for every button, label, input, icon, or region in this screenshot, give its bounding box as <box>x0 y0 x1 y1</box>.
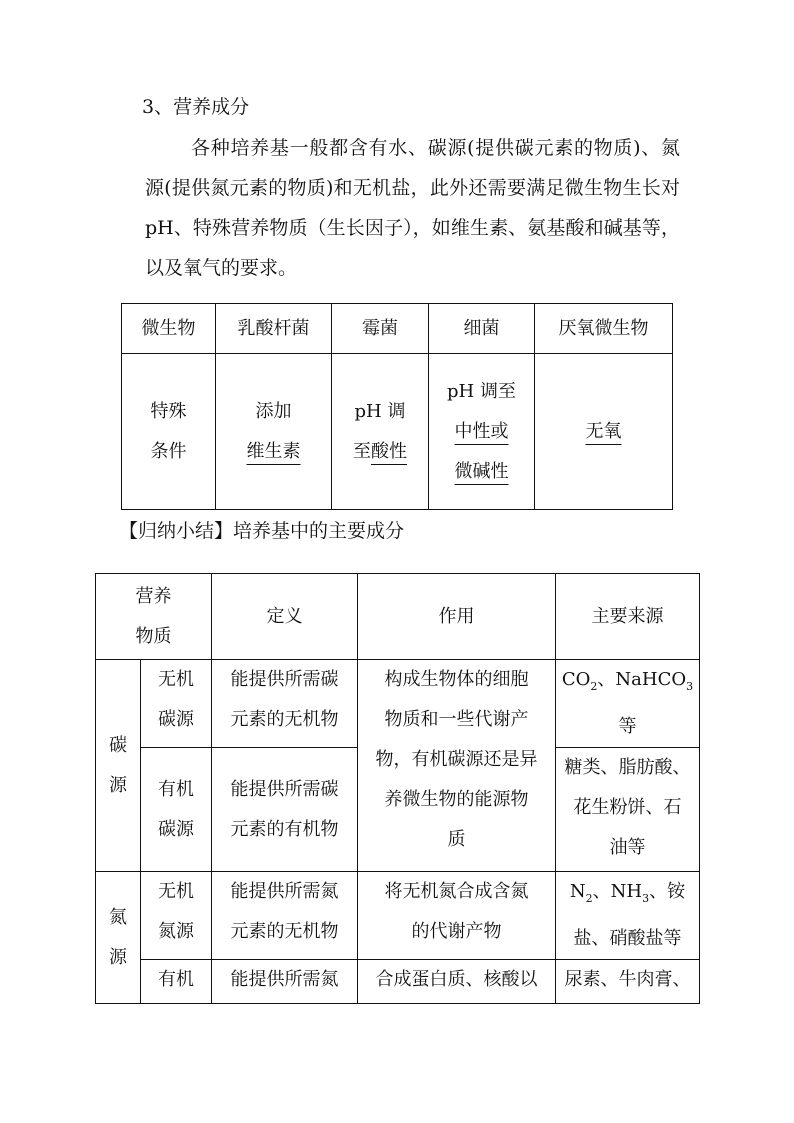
row-label-cell: 特殊 条件 <box>122 354 216 510</box>
function-cell: 合成蛋白质、核酸以 <box>358 960 556 1004</box>
lactobacillus-cell: 添加 维生素 <box>216 354 332 510</box>
definition-cell: 能提供所需碳 元素的有机物 <box>212 748 358 872</box>
source-cell: 尿素、牛肉膏、 <box>556 960 700 1004</box>
function-cell: 构成生物体的细胞 物质和一些代谢产 物，有机碳源还是异 养微生物的能源物 质 <box>358 660 556 872</box>
nutrient-table <box>95 573 700 1004</box>
source-cell: $N_2$、$NH_3$、铵 盐、硝酸盐等 <box>556 872 700 960</box>
table-row <box>96 574 700 660</box>
anaerobe-cell: 无氧 <box>535 354 673 510</box>
definition-cell: 能提供所需氮 元素的无机物 <box>212 872 358 960</box>
table-row <box>96 960 700 1004</box>
header-cell: 营养 物质 <box>96 574 212 660</box>
section-heading: 3、营养成分 <box>142 96 250 118</box>
name-cell: 有机 碳源 <box>141 748 212 872</box>
summary-title: 【归纳小结】培养基中的主要成分 <box>119 520 405 542</box>
table-row <box>122 354 673 510</box>
header-cell: 微生物 <box>122 304 216 354</box>
microbe-conditions-table <box>121 303 673 510</box>
name-cell: 无机 氮源 <box>141 872 212 960</box>
source-cell: 糖类、脂肪酸、 花生粉饼、石 油等 <box>556 748 700 872</box>
header-cell: 作用 <box>358 574 556 660</box>
table-row <box>96 660 700 748</box>
table-row <box>96 872 700 960</box>
header-cell: 霉菌 <box>332 304 429 354</box>
header-cell: 主要来源 <box>556 574 700 660</box>
bacteria-cell: pH 调至 中性或 微碱性 <box>429 354 535 510</box>
header-cell: 乳酸杆菌 <box>216 304 332 354</box>
source-cell: $CO_2$、NaHCO$_3$ 等 <box>556 660 700 748</box>
name-cell: 无机 碳源 <box>141 660 212 748</box>
name-cell: 有机 <box>141 960 212 1004</box>
header-cell: 细菌 <box>429 304 535 354</box>
nitrogen-group-cell: 氮 源 <box>96 872 141 1004</box>
definition-cell: 能提供所需氮 <box>212 960 358 1004</box>
function-cell: 将无机氮合成含氮 的代谢产物 <box>358 872 556 960</box>
carbon-group-cell: 碳 源 <box>96 660 141 872</box>
header-cell: 定义 <box>212 574 358 660</box>
intro-paragraph: 各种培养基一般都含有水、碳源(提供碳元素的物质)、氮源(提供氮元素的物质)和无机盐，此外还需要满足微生物生长对pH、特殊营养物质（生长因子），如维生素、氨基酸和碱基等，以及氧气的要求。 <box>145 137 680 279</box>
mold-cell: pH 调 至酸性 <box>332 354 429 510</box>
definition-cell: 能提供所需碳 元素的无机物 <box>212 660 358 748</box>
header-cell: 厌氧微生物 <box>535 304 673 354</box>
table-row <box>122 304 673 354</box>
